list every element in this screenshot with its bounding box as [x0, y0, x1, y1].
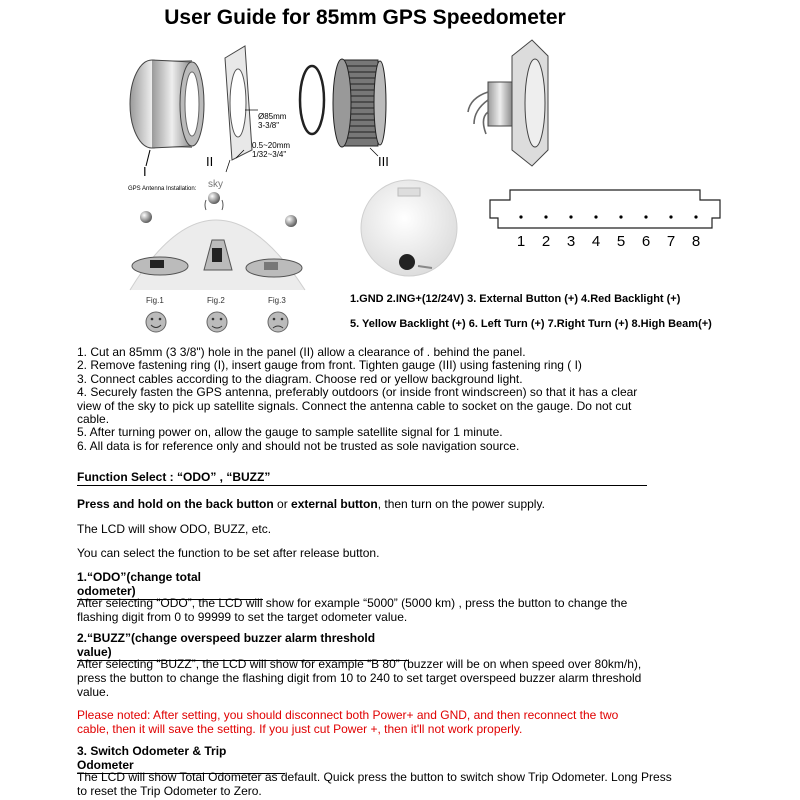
part-label-2: II — [206, 154, 214, 169]
pin-number: 1 — [516, 233, 526, 250]
function-select-instruction — [77, 497, 657, 511]
dimension-hole-inch: 3-3/8" — [258, 121, 280, 130]
gauge-body-illustration — [333, 59, 386, 156]
antenna-installation-title: GPS Antenna Installation: — [128, 186, 197, 192]
antenna-installation-illustration — [130, 192, 305, 332]
dimension-hole-mm: Ø85mm — [258, 112, 287, 121]
pin-number: 3 — [566, 233, 576, 250]
part-label-1: I — [143, 164, 147, 179]
step-item: 1. Cut an 85mm (3 3/8") hole in the panel (II) allow a clearance of . behind the panel. — [77, 345, 526, 359]
buzz-section-text: After selecting “BUZZ”, the LCD will show for example “B 80” (buzzer will be on when speed over 80km/h), press the button to change the flashing digit from 10 to 240 to set target overspeed buzzer alarm threshold value. — [77, 657, 642, 699]
buzz-section-header: 2.“BUZZ”(change overspeed buzzer alarm threshold value) — [77, 631, 409, 661]
external-button-text: external button — [291, 497, 378, 511]
step-item: 4. Securely fasten the GPS antenna, preferably outdoors (or inside front windscreen) so that it has a clear view of the sky to pick up satellite signals. Connect the antenna cable to socket on the gauge. Do not cut cable. — [77, 385, 638, 427]
step-item: 2. Remove fastening ring (I), insert gauge from front. Tighten gauge (III) using fastening ring ( I) — [77, 358, 582, 373]
dimension-panel-inch: 1/32~3/4" — [252, 150, 287, 159]
connector-illustration — [490, 190, 720, 228]
switch-odometer-header: 3. Switch Odometer & Trip Odometer — [77, 744, 285, 774]
sky-label: sky — [208, 179, 223, 190]
pin-description-line-1: 1.GND 2.ING+(12/24V) 3. External Button (+) 4.Red Backlight (+) — [350, 293, 681, 305]
pin-number: 2 — [541, 233, 551, 250]
switch-odometer-text: The LCD will show Total Odometer as default. Quick press the button to switch show Trip Odometer. Long Press to reset the Trip Odometer to Zero. — [77, 770, 672, 798]
fastening-ring-illustration — [130, 60, 204, 166]
pin-number: 4 — [591, 233, 601, 250]
odo-section-text: After selecting “ODO”, the LCD will show for example “5000” (5000 km) , press the button to change the flashing digit from 0 to 99999 to set the target odometer value. — [77, 596, 628, 624]
dimension-panel-mm: 0.5~20mm — [252, 141, 291, 150]
part-label-3: III — [378, 154, 389, 169]
fig-label-1: Fig.1 — [146, 296, 164, 305]
pin-number: 8 — [691, 233, 701, 250]
fig-label-2: Fig.2 — [207, 296, 225, 305]
select-function-text: You can select the function to be set after release button. — [77, 546, 380, 560]
gauge-back-illustration — [361, 180, 457, 276]
pin-number: 5 — [616, 233, 626, 250]
pin-number: 6 — [641, 233, 651, 250]
assembled-gauge-illustration — [468, 40, 548, 166]
step-item: 5. After turning power on, allow the gauge to sample satellite signal for 1 minute. — [77, 425, 503, 440]
page-title: User Guide for 85mm GPS Speedometer — [164, 6, 566, 29]
connector-text: or — [273, 497, 292, 511]
pin-description-line-2: 5. Yellow Backlight (+) 6. Left Turn (+) 7.Right Turn (+) 8.High Beam(+) — [350, 318, 712, 330]
function-select-header: Function Select : “ODO” , “BUZZ” — [77, 470, 647, 486]
back-button-text: Press and hold on the back button — [77, 497, 274, 511]
power-on-text: , then turn on the power supply. — [377, 497, 545, 511]
lcd-show-text: The LCD will show ODO, BUZZ, etc. — [77, 522, 272, 536]
odo-section-header: 1.“ODO”(change total odometer) — [77, 570, 263, 600]
step-item: 3. Connect cables according to the diagram. Choose red or yellow background light. — [77, 371, 523, 386]
o-ring-illustration — [300, 66, 324, 134]
installation-steps — [77, 346, 657, 453]
step-item: 6. All data is for reference only and should not be trusted as sole navigation source. — [77, 438, 520, 453]
settings-warning-note: Please noted: After setting, you should disconnect both Power+ and GND, and then reconnect the two cable, then it will save the setting. If you just cut Power +, then it'll not work properly. — [77, 708, 619, 736]
pin-number: 7 — [666, 233, 676, 250]
fig-label-3: Fig.3 — [268, 296, 286, 305]
